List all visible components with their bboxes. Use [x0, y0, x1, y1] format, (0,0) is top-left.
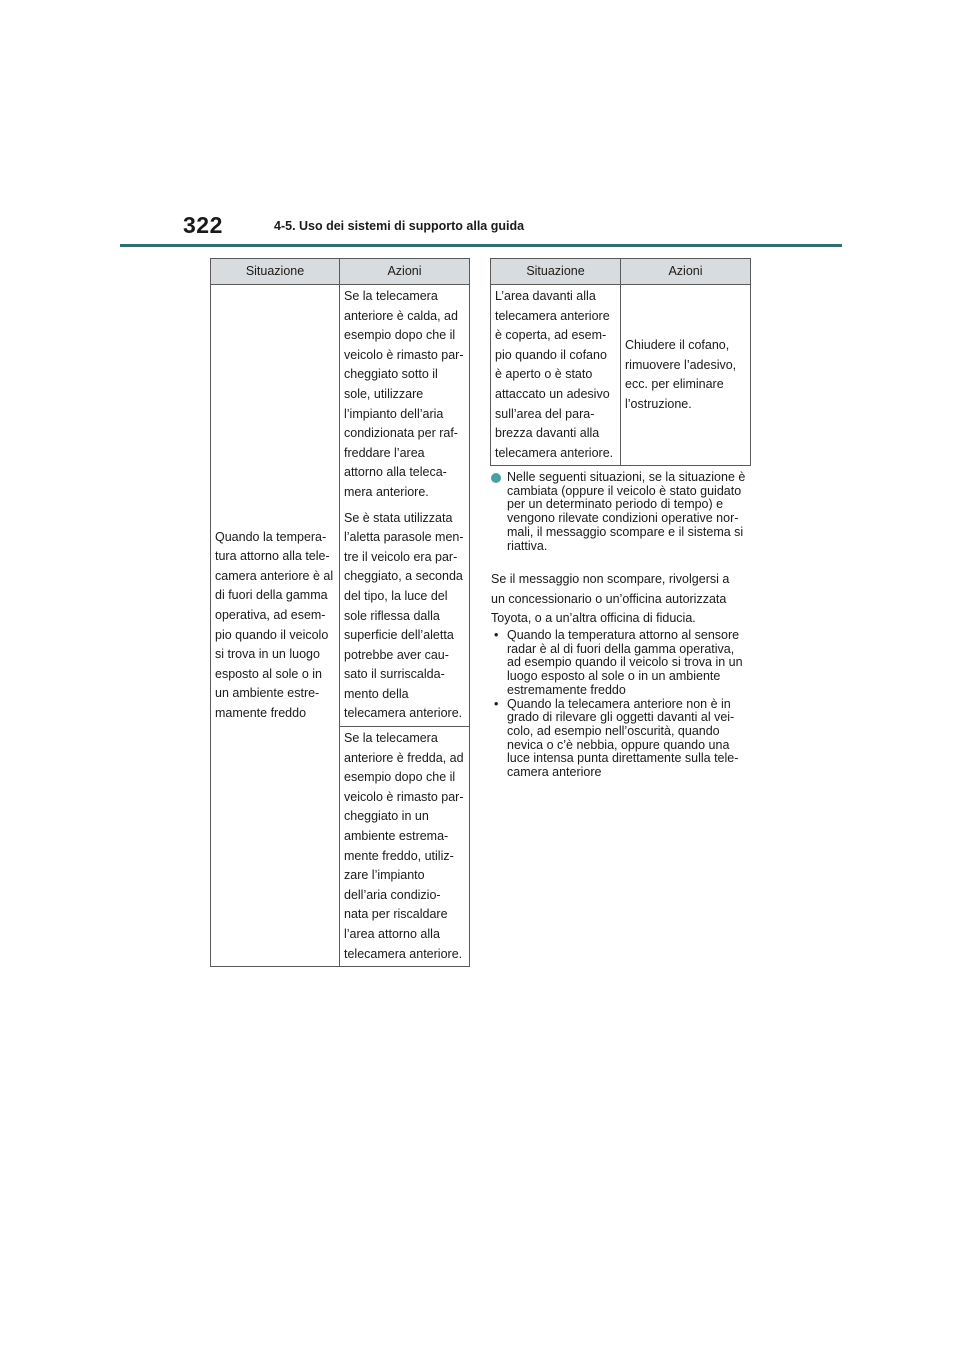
text-line: un concessionario o un’officina autorizzata [491, 591, 727, 606]
column-header-actions: Azioni [340, 259, 470, 285]
text-line: anteriore è calda, ad [344, 308, 458, 323]
condition-list [491, 629, 753, 780]
text-line: Quando la telecamera anteriore non è in [507, 696, 731, 711]
text-line: è aperto o è stato [495, 367, 593, 382]
text-line: si trova in un luogo [215, 647, 320, 662]
text-line: rimuovere l’adesivo, [625, 357, 737, 372]
text-line: vengono rilevate condizioni operative nor- [507, 511, 739, 526]
action-text-para-1 [344, 287, 465, 503]
table-row [491, 285, 751, 466]
note-bullet-paragraph [491, 471, 753, 553]
text-line: mera anteriore. [344, 484, 429, 499]
left-situation-table [210, 258, 470, 967]
bullet-icon [491, 473, 501, 483]
text-line: di fuori della gamma [215, 588, 328, 603]
table-header-row [211, 259, 470, 285]
text-line: Chiudere il cofano, [625, 337, 730, 352]
situation-text [495, 287, 616, 463]
text-line: tre il veicolo era par- [344, 549, 458, 564]
text-line: sole riflessa dalla [344, 608, 440, 623]
text-line: cambiata (oppure il veicolo è stato guidato [507, 483, 742, 498]
text-line: Se la telecamera [344, 289, 438, 303]
text-line: dell’aria condizio- [344, 887, 441, 902]
text-line: cheggiato sotto il [344, 367, 438, 382]
text-line: sato il surriscalda- [344, 667, 445, 682]
list-bullet-icon: • [494, 628, 499, 642]
action-text [625, 336, 746, 414]
text-line: estremamente freddo [507, 682, 626, 697]
text-line: attorno alla teleca- [344, 465, 447, 480]
action-text [344, 729, 465, 964]
column-header-situation: Situazione [491, 259, 621, 285]
text-line: nata per riscaldare [344, 907, 448, 922]
header-divider [120, 244, 842, 247]
table-header-row [491, 259, 751, 285]
text-line: Nelle seguenti situazioni, se la situazione è [507, 470, 746, 484]
text-line: mamente freddo [215, 705, 307, 720]
list-item-text [507, 629, 753, 698]
text-line: telecamera anteriore. [344, 946, 463, 961]
column-header-actions: Azioni [621, 259, 751, 285]
list-bullet-icon: • [494, 696, 499, 711]
text-line: mente freddo, utiliz- [344, 848, 454, 863]
text-line: veicolo è rimasto par- [344, 347, 464, 362]
column-header-situation: Situazione [211, 259, 340, 285]
text-line: un ambiente estre- [215, 686, 320, 701]
text-line: nevica o c’è nebbia, oppure quando una [507, 737, 730, 752]
section-title: 4-5. Uso dei sistemi di supporto alla guida [274, 219, 525, 233]
text-line: l’aletta parasole men- [344, 530, 464, 545]
text-line: esposto al sole o in [215, 666, 323, 681]
action-cell [621, 285, 751, 466]
text-line: luce intensa punta direttamente sulla tele- [507, 751, 739, 766]
situation-cell [491, 285, 621, 466]
text-line: operativa, ad esem- [215, 608, 326, 622]
page-number: 322 [183, 212, 223, 238]
text-line: riattiva. [507, 538, 548, 553]
text-line: telecamera anteriore. [495, 445, 614, 460]
text-line: ambiente estrema- [344, 829, 449, 844]
text-line: pio quando il cofano [495, 347, 607, 362]
action-cell [340, 285, 470, 727]
text-line: veicolo è rimasto par- [344, 789, 464, 804]
situation-text [215, 528, 335, 724]
follow-up-text [491, 570, 753, 629]
text-line: mento della [344, 686, 409, 701]
text-line: è coperta, ad esem- [495, 328, 607, 343]
text-line: L’area davanti alla [495, 289, 596, 303]
text-line: radar è al di fuori della gamma operativa, [507, 641, 735, 656]
text-line: brezza davanti alla [495, 426, 600, 441]
text-line: luogo esposto al sole o in un ambiente [507, 669, 721, 684]
text-line: zare l’impianto [344, 868, 425, 883]
text-line: del tipo, la luce del [344, 588, 448, 603]
text-line: ecc. per eliminare [625, 377, 724, 392]
text-line: colo, ad esempio nell’oscurità, quando [507, 723, 720, 738]
text-line: l’area attorno alla [344, 927, 440, 941]
text-line: anteriore è fredda, ad [344, 750, 464, 765]
text-line: Quando la temperatura attorno al sensore [507, 628, 740, 642]
text-line: sole, utilizzare [344, 386, 424, 401]
text-line: grado di rilevare gli oggetti davanti al vei- [507, 710, 735, 725]
list-item [491, 629, 753, 698]
action-cell [340, 727, 470, 967]
text-line: per un determinato periodo di tempo) e [507, 497, 724, 512]
text-line: attaccato un adesivo [495, 386, 610, 401]
text-line: Se la telecamera [344, 731, 438, 746]
text-line: Se è stata utilizzata [344, 510, 453, 525]
text-line: telecamera anteriore. [344, 706, 463, 721]
table-row [211, 285, 470, 727]
text-line: freddare l’area [344, 445, 425, 460]
text-line: tura attorno alla tele- [215, 549, 330, 564]
list-item-text [507, 698, 753, 780]
text-line: cheggiato in un [344, 809, 429, 824]
text-line: condizionata per raf- [344, 426, 458, 441]
note-text [507, 471, 753, 553]
text-line: pio quando il veicolo [215, 627, 329, 642]
situation-cell [211, 285, 340, 967]
list-item [491, 698, 753, 780]
text-line: camera anteriore [507, 765, 602, 780]
text-line: cheggiato, a seconda [344, 569, 463, 584]
text-line: l’ostruzione. [625, 396, 692, 411]
action-text-para-2 [344, 509, 465, 725]
text-line: telecamera anteriore [495, 308, 610, 323]
text-line: l’impianto dell’aria [344, 406, 444, 421]
text-line: esempio dopo che il [344, 328, 456, 343]
text-line: Toyota, o a un’altra officina di fiducia. [491, 611, 696, 626]
text-line: superficie dell’aletta [344, 628, 454, 643]
text-line: potrebbe aver cau- [344, 647, 449, 662]
right-situation-table [490, 258, 751, 466]
text-line: mali, il messaggio scompare e il sistema si [507, 524, 744, 539]
text-line: esempio dopo che il [344, 770, 456, 785]
text-line: Se il messaggio non scompare, rivolgersi a [491, 572, 730, 586]
text-line: sull’area del para- [495, 406, 595, 421]
text-line: camera anteriore è al [215, 568, 334, 583]
text-line: Quando la tempera- [215, 529, 327, 544]
text-line: ad esempio quando il veicolo si trova in un [507, 655, 743, 670]
